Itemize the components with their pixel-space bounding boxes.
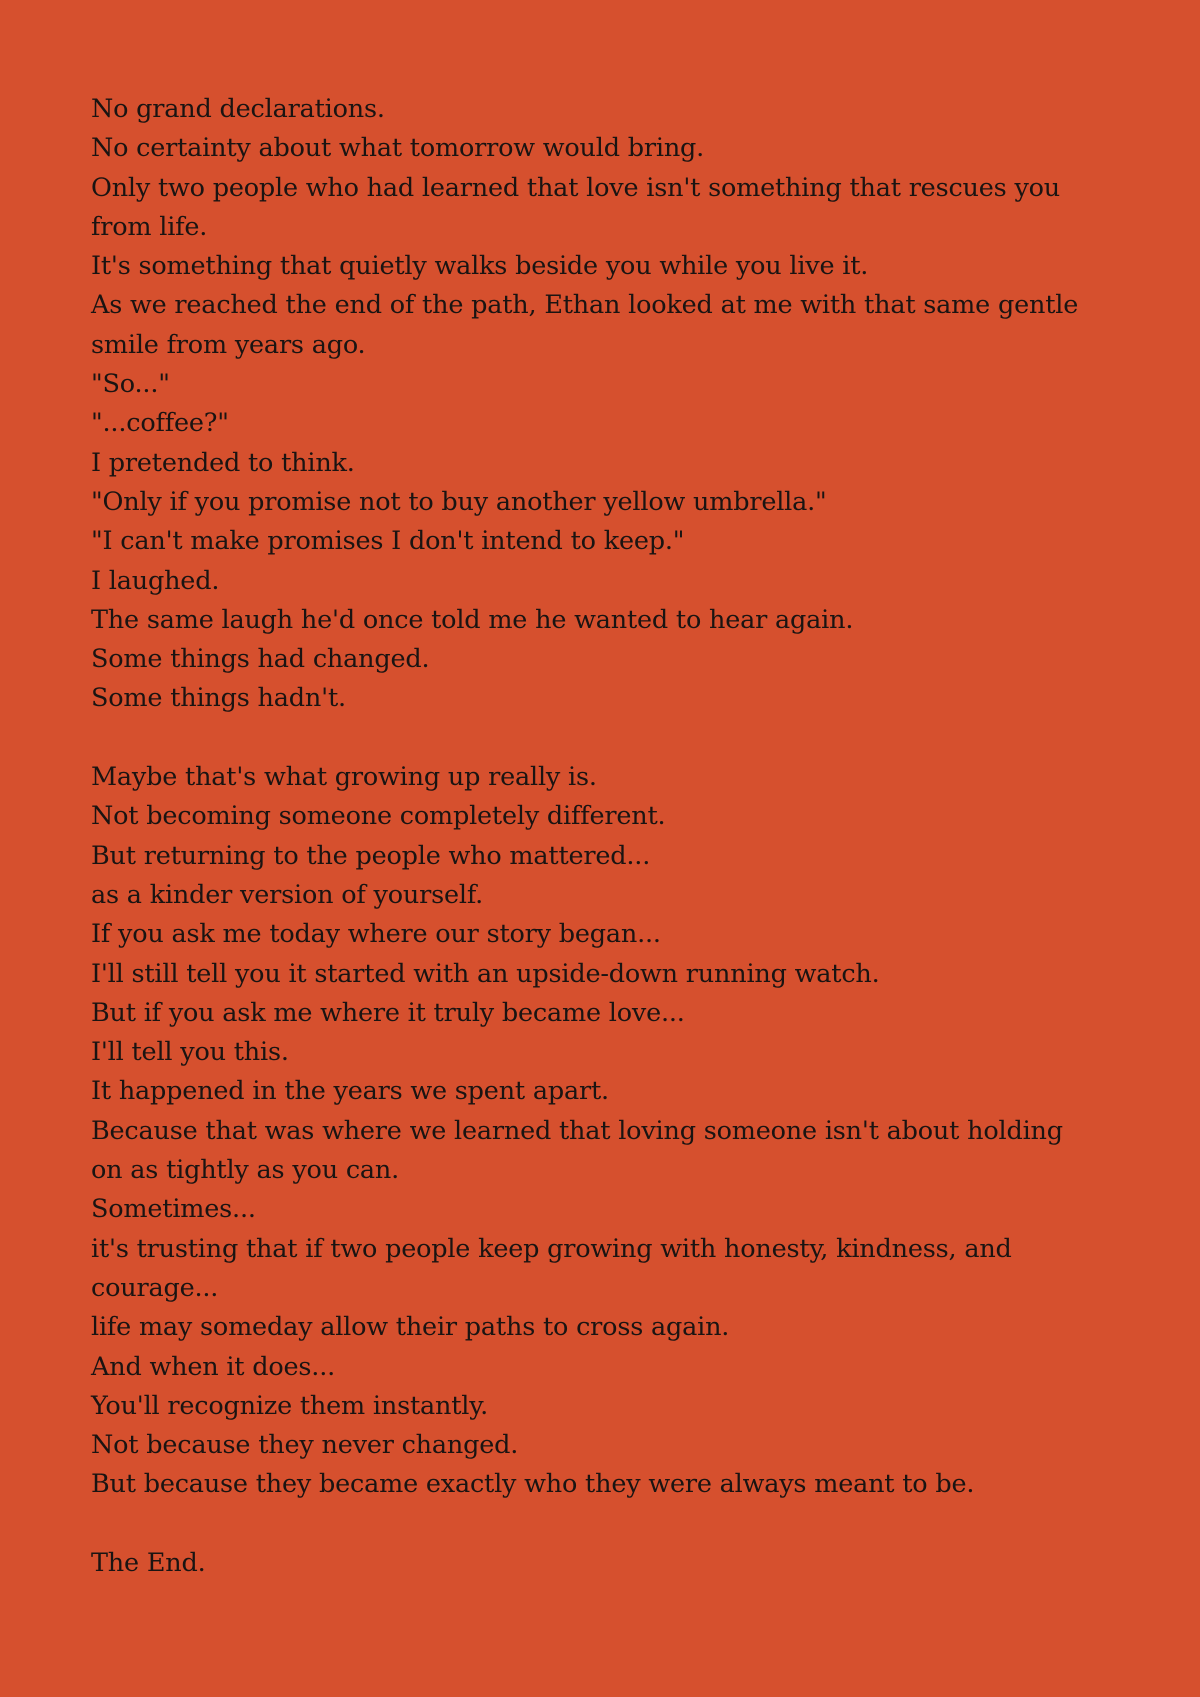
text-line: Sometimes...	[91, 1194, 256, 1225]
text-line: I'll tell you this.	[91, 1037, 289, 1068]
paragraph-ending	[91, 1544, 1110, 1583]
text-line: as a kinder version of yourself.	[91, 879, 484, 910]
text-line: Because that was where we learned that loving someone isn't about holding on as tightly as you can.	[91, 1115, 1063, 1186]
paragraph-reflection	[91, 758, 1110, 1505]
text-line: I'll still tell you it started with an upside-down running watch.	[91, 958, 880, 989]
paragraph-reunion	[91, 90, 1110, 719]
text-line: Not becoming someone completely different.	[91, 801, 666, 832]
text-line: It's something that quietly walks beside you while you live it.	[91, 251, 869, 282]
text-line: "So..."	[91, 369, 170, 400]
text-line: "I can't make promises I don't intend to keep."	[91, 526, 685, 557]
text-line: But if you ask me where it truly became love...	[91, 997, 685, 1028]
text-line: "...coffee?"	[91, 408, 229, 439]
text-line: it's trusting that if two people keep growing with honesty, kindness, and courage...	[91, 1233, 1012, 1303]
text-line: Only two people who had learned that love isn't something that rescues you from life.	[91, 172, 1061, 242]
text-line: I pretended to think.	[91, 447, 355, 478]
text-line: Some things hadn't.	[91, 683, 346, 714]
text-line: I laughed.	[91, 565, 220, 596]
text-line: You'll recognize them instantly.	[91, 1390, 488, 1421]
text-line: "Only if you promise not to buy another yellow umbrella."	[91, 486, 827, 517]
text-line: Not because they never changed.	[91, 1430, 519, 1461]
text-line: As we reached the end of the path, Ethan looked at me with that same gentle smile from years ago.	[91, 290, 1079, 360]
text-line: Some things had changed.	[91, 644, 430, 675]
text-line: No certainty about what tomorrow would bring.	[91, 133, 705, 164]
the-end-text: The End.	[91, 1547, 206, 1578]
text-line: And when it does...	[91, 1351, 336, 1382]
text-line: But returning to the people who mattered...	[91, 840, 651, 871]
text-line: It happened in the years we spent apart.	[91, 1076, 609, 1107]
text-line: life may someday allow their paths to cross again.	[91, 1312, 730, 1343]
text-line: But because they became exactly who they were always meant to be.	[91, 1469, 975, 1500]
text-line: No grand declarations.	[91, 94, 385, 124]
text-line: Maybe that's what growing up really is.	[91, 762, 597, 793]
text-line: If you ask me today where our story began...	[91, 919, 661, 950]
text-line: The same laugh he'd once told me he wanted to hear again.	[91, 604, 854, 635]
